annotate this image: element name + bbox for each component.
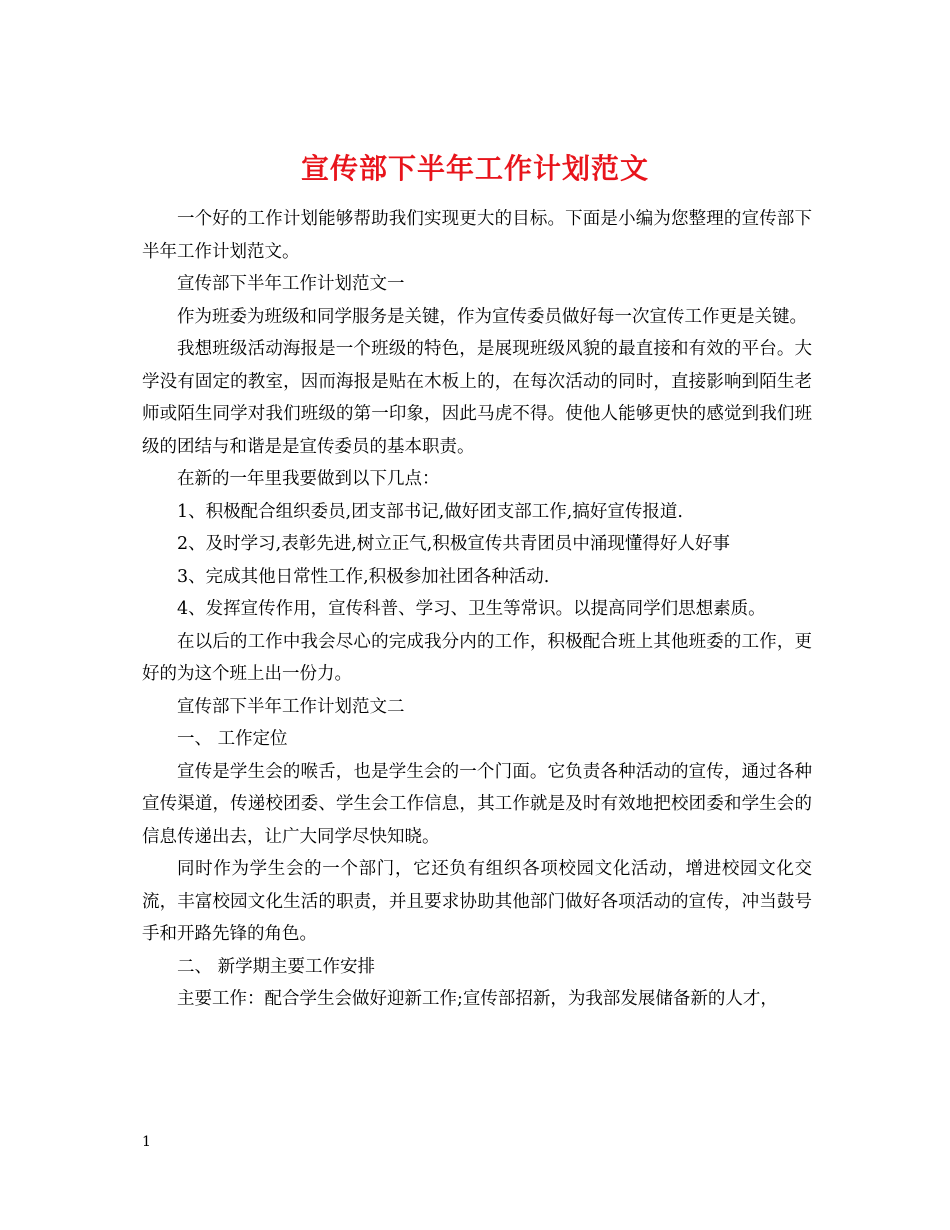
list-item: 4、发挥宣传作用，宣传科普、学习、卫生等常识。以提高同学们思想素质。	[177, 599, 766, 619]
section-heading-sample-one: 宣传部下半年工作计划范文一	[177, 274, 405, 294]
paragraph: 我想班级活动海报是一个班级的特色，是展现班级风貌的最直接和有效的平台。大学没有固定的教室，因而海报是贴在木板上的，在每次活动的同时，直接影响到陌生老师或陌生同学对我们班级的第一印象，因此马虎不得。使他人能够更快的感觉到我们班级的团结与和谐是是宣传委员的基本职责。	[142, 339, 812, 457]
paragraph: 作为班委为班级和同学服务是关键，作为宣传委员做好每一次宣传工作更是关键。	[177, 306, 807, 327]
section-heading-sample-two: 宣传部下半年工作计划范文二	[177, 696, 405, 717]
paragraph: 同时作为学生会的一个部门，它还负有组织各项校园文化活动，增进校园文化交流，丰富校园文化生活的职责，并且要求协助其他部门做好各项活动的宣传，冲当鼓号手和开路先锋的角色。	[142, 859, 812, 944]
paragraph: 主要工作：配合学生会做好迎新工作;宣传部招新，为我部发展储备新的人才，	[177, 989, 778, 1009]
list-item: 1、积极配合组织委员,团支部书记,做好团支部工作,搞好宣传报道.	[177, 501, 683, 522]
page-number: 1	[142, 1134, 151, 1150]
document-body	[142, 203, 812, 1016]
paragraph: 在以后的工作中我会尽心的完成我分内的工作，积极配合班上其他班委的工作，更好的为这个班上出一份力。	[142, 631, 812, 684]
paragraph: 宣传是学生会的喉舌，也是学生会的一个门面。它负责各种活动的宣传，通过各种宣传渠道，传递校团委、学生会工作信息，其工作就是及时有效地把校团委和学生会的信息传递出去，让广大同学尽快知晓。	[142, 761, 812, 847]
document-title: 宣传部下半年工作计划范文	[300, 151, 649, 185]
paragraph-intro: 一个好的工作计划能够帮助我们实现更大的目标。下面是小编为您整理的宣传部下半年工作计划范文。	[142, 209, 812, 262]
list-item: 2、及时学习,表彰先进,树立正气,积极宣传共青团员中涌现懂得好人好事	[177, 534, 730, 554]
paragraph: 在新的一年里我要做到以下几点：	[177, 469, 440, 489]
subsection-heading: 二、 新学期主要工作安排	[177, 956, 376, 977]
subsection-heading: 一、 工作定位	[177, 729, 288, 749]
list-item: 3、完成其他日常性工作,积极参加社团各种活动.	[177, 566, 550, 587]
